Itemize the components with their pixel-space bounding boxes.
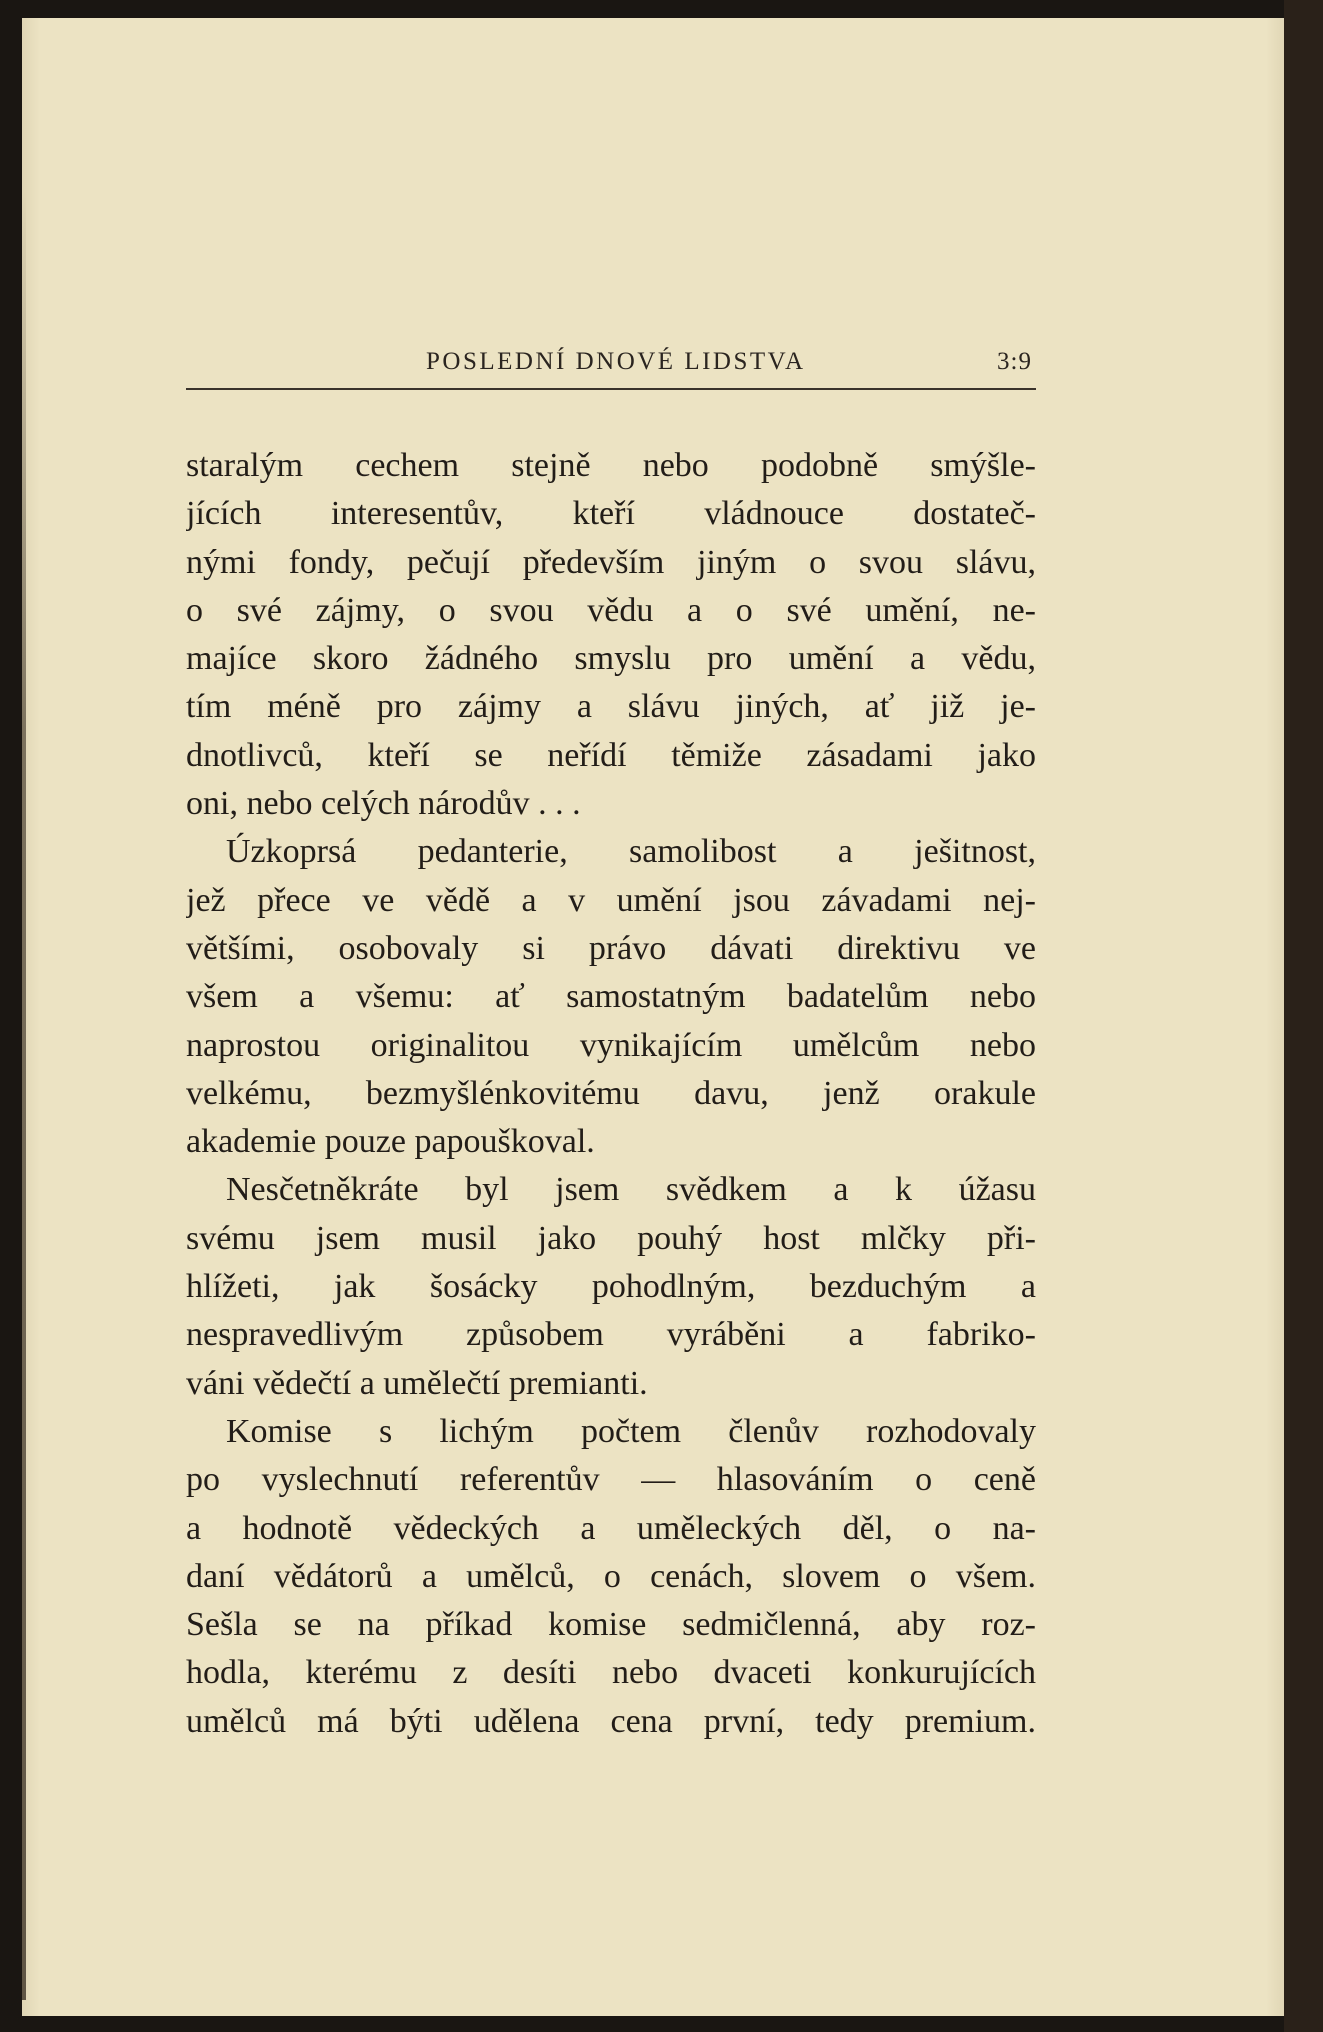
text-line: umělců má býti udělena cena první, tedy premium. xyxy=(186,1702,1036,1740)
text-line: jících interesentův, kteří vládnouce dostateč- xyxy=(186,495,1036,533)
running-header xyxy=(186,346,1036,388)
text-line: Nesčetněkráte byl jsem svědkem a k úžasu xyxy=(226,1171,1036,1209)
body-text xyxy=(186,442,1036,1746)
text-line: svému jsem musil jako pouhý host mlčky při- xyxy=(186,1219,1036,1257)
text-line: Sešla se na příkad komise sedmičlenná, aby roz- xyxy=(186,1606,1036,1644)
text-line: dnotlivců, kteří se neřídí těmiže zásadami jako xyxy=(186,736,1036,774)
text-line: váni vědečtí a umělečtí premianti. xyxy=(186,1364,648,1402)
text-line: a hodnotě vědeckých a uměleckých děl, o na- xyxy=(186,1509,1036,1547)
text-line: tím méně pro zájmy a slávu jiných, ať již je- xyxy=(186,688,1036,726)
text-line: většími, osobovaly si právo dávati direktivu ve xyxy=(186,929,1036,967)
text-line: Úzkoprsá pedanterie, samolibost a ješitnost, xyxy=(226,833,1036,871)
text-line: Komise s lichým počtem členův rozhodovaly xyxy=(226,1412,1036,1450)
text-line: daní vědátorů a umělců, o cenách, slovem o všem. xyxy=(186,1557,1036,1595)
spine-shadow xyxy=(22,190,26,2000)
text-line: po vyslechnutí referentův — hlasováním o ceně xyxy=(186,1461,1036,1499)
text-line: nými fondy, pečují především jiným o svou slávu, xyxy=(186,543,1036,581)
page-number: 3:9 xyxy=(997,348,1032,375)
text-line: akademie pouze papouškoval. xyxy=(186,1123,595,1161)
text-line: hodla, kterému z desíti nebo dvaceti konkurujících xyxy=(186,1654,1036,1692)
text-line: velkému, bezmyšlénkovitému davu, jenž orakule xyxy=(186,1074,1036,1112)
text-line: oni, nebo celých národův . . . xyxy=(186,785,581,823)
running-title: POSLEDNÍ DNOVÉ LIDSTVA xyxy=(426,348,806,375)
text-line: všem a všemu: ať samostatným badatelům nebo xyxy=(186,978,1036,1016)
page-edge xyxy=(1284,0,1323,2032)
text-line: hlížeti, jak šosácky pohodlným, bezduchým a xyxy=(186,1268,1036,1306)
text-line: o své zájmy, o svou vědu a o své umění, ne- xyxy=(186,591,1036,629)
text-line: staralým cechem stejně nebo podobně smýšle- xyxy=(186,447,1036,484)
header-rule xyxy=(186,388,1036,390)
text-line: nespravedlivým způsobem vyráběni a fabriko- xyxy=(186,1316,1036,1354)
text-line: jež přece ve vědě a v umění jsou závadami nej- xyxy=(186,881,1036,919)
text-line: naprostou originalitou vynikajícím umělcům nebo xyxy=(186,1026,1036,1064)
text-line: majíce skoro žádného smyslu pro umění a vědu, xyxy=(186,640,1036,678)
